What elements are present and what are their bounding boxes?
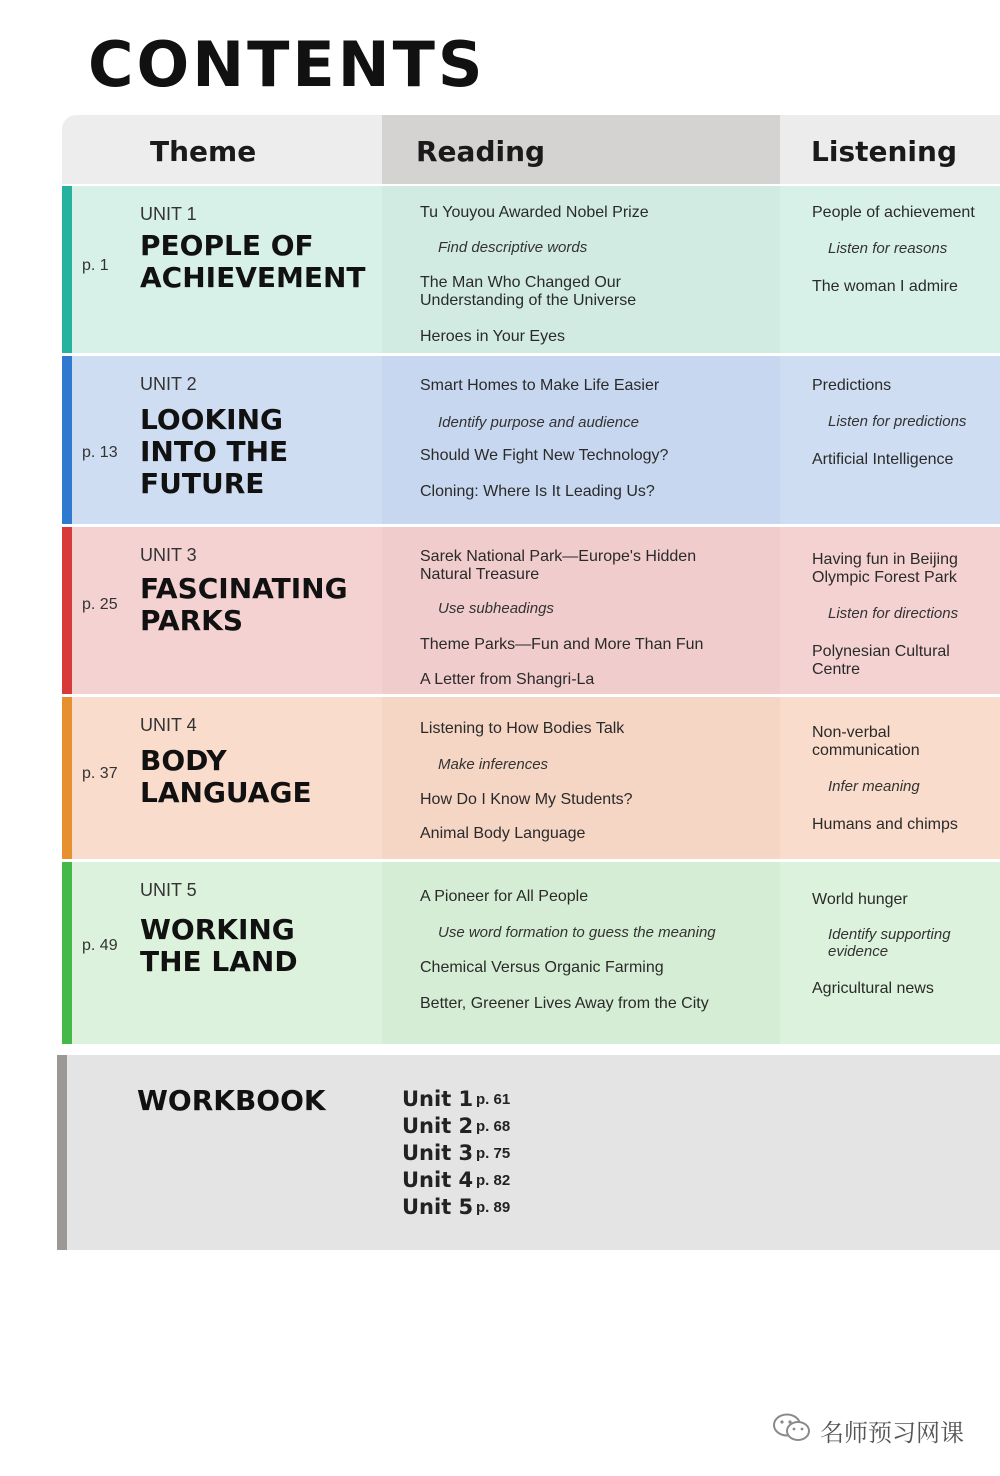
unit-label: UNIT 3 [140, 545, 197, 565]
unit-color-bar [62, 186, 72, 353]
unit-page[interactable]: p. 37 [82, 765, 118, 782]
listening-skill: Listen for directions [828, 605, 959, 622]
listening-item[interactable]: The woman I admire [812, 278, 958, 295]
reading-item[interactable]: Animal Body Language [420, 825, 586, 842]
listening-item[interactable]: Non-verbal communication [812, 724, 920, 759]
reading-skill: Use word formation to guess the meaning [438, 924, 716, 941]
watermark [772, 1412, 964, 1449]
reading-item[interactable]: Tu Youyou Awarded Nobel Prize [420, 204, 649, 221]
workbook-page: p. 89 [476, 1199, 511, 1216]
page-title: CONTENTS [88, 28, 486, 101]
header-reading: Reading [416, 135, 546, 168]
reading-item[interactable]: How Do I Know My Students? [420, 791, 633, 808]
header-listening-cell [780, 115, 1000, 184]
listening-item[interactable]: People of achievement [812, 204, 975, 221]
listening-skill: Identify supporting evidence [828, 926, 951, 960]
workbook-page: p. 75 [476, 1145, 511, 1162]
header-listening: Listening [811, 135, 957, 168]
unit-page[interactable]: p. 49 [82, 937, 118, 954]
workbook-color-bar [57, 1055, 67, 1250]
unit-page[interactable]: p. 13 [82, 444, 118, 461]
unit-color-bar [62, 356, 72, 524]
unit-color-bar [62, 862, 72, 1044]
listening-item[interactable]: Polynesian Cultural Centre [812, 643, 950, 678]
unit-page[interactable]: p. 1 [82, 257, 109, 274]
unit-page[interactable]: p. 25 [82, 596, 118, 613]
listening-item[interactable]: Predictions [812, 377, 892, 394]
reading-item[interactable]: The Man Who Changed Our Understanding of the Universe [420, 274, 637, 309]
unit-name: BODY LANGUAGE [140, 744, 312, 809]
workbook-section [57, 1055, 1000, 1250]
reading-item[interactable]: Chemical Versus Organic Farming [420, 959, 664, 976]
reading-item[interactable]: Better, Greener Lives Away from the City [420, 995, 709, 1012]
listening-cell [780, 186, 1000, 353]
listening-skill: Listen for predictions [828, 413, 967, 430]
listening-item[interactable]: Having fun in Beijing Olympic Forest Park [812, 551, 958, 586]
reading-item[interactable]: Cloning: Where Is It Leading Us? [420, 483, 655, 500]
reading-item[interactable]: Smart Homes to Make Life Easier [420, 377, 660, 394]
unit-row-5 [62, 862, 1000, 1044]
reading-skill: Find descriptive words [438, 239, 588, 256]
workbook-unit: Unit 3 [402, 1141, 474, 1165]
header-reading-cell [382, 115, 780, 184]
listening-cell [780, 862, 1000, 1044]
workbook-page: p. 68 [476, 1118, 511, 1135]
listening-skill: Infer meaning [828, 778, 920, 795]
unit-row-1 [62, 186, 1000, 353]
reading-item[interactable]: Sarek National Park—Europe's Hidden Natural Treasure [420, 548, 697, 583]
unit-row-3 [62, 527, 1000, 694]
table-header [62, 115, 1000, 184]
unit-row-2 [62, 356, 1000, 524]
wechat-icon [772, 1412, 812, 1449]
listening-cell [780, 697, 1000, 859]
reading-item[interactable]: A Pioneer for All People [420, 888, 589, 905]
reading-item[interactable]: Heroes in Your Eyes [420, 328, 565, 345]
header-theme-cell [62, 115, 382, 184]
unit-label: UNIT 1 [140, 204, 197, 224]
reading-item[interactable]: Theme Parks—Fun and More Than Fun [420, 636, 704, 653]
workbook-page: p. 82 [476, 1172, 511, 1189]
listening-cell [780, 527, 1000, 694]
reading-skill: Use subheadings [438, 600, 554, 617]
unit-name: FASCINATING PARKS [140, 572, 348, 637]
unit-color-bar [62, 527, 72, 694]
workbook-unit: Unit 1 [402, 1087, 474, 1111]
header-theme: Theme [150, 135, 257, 168]
unit-name: WORKING THE LAND [140, 913, 298, 978]
workbook-unit: Unit 5 [402, 1195, 474, 1219]
listening-item[interactable]: Artificial Intelligence [812, 451, 954, 468]
unit-row-4 [62, 697, 1000, 859]
unit-label: UNIT 2 [140, 374, 197, 394]
listening-item[interactable]: World hunger [812, 891, 908, 908]
reading-cell [382, 186, 780, 353]
unit-label: UNIT 5 [140, 880, 197, 900]
workbook-unit: Unit 2 [402, 1114, 474, 1138]
workbook-page: p. 61 [476, 1091, 511, 1108]
listening-item[interactable]: Agricultural news [812, 980, 934, 997]
workbook-unit: Unit 4 [402, 1168, 474, 1192]
unit-name: PEOPLE OF ACHIEVEMENT [140, 229, 366, 294]
unit-label: UNIT 4 [140, 715, 197, 735]
reading-cell [382, 356, 780, 524]
watermark-text: 名师预习网课 [820, 1420, 964, 1447]
listening-cell [780, 356, 1000, 524]
reading-item[interactable]: A Letter from Shangri-La [420, 671, 595, 688]
reading-skill: Identify purpose and audience [438, 414, 639, 431]
unit-name: LOOKING INTO THE FUTURE [140, 403, 289, 500]
reading-cell [382, 697, 780, 859]
reading-item[interactable]: Listening to How Bodies Talk [420, 720, 625, 737]
listening-item[interactable]: Humans and chimps [812, 816, 958, 833]
listening-skill: Listen for reasons [828, 240, 948, 257]
workbook-title: WORKBOOK [137, 1084, 326, 1117]
reading-cell [382, 527, 780, 694]
reading-item[interactable]: Should We Fight New Technology? [420, 447, 669, 464]
unit-color-bar [62, 697, 72, 859]
reading-skill: Make inferences [438, 756, 549, 773]
reading-cell [382, 862, 780, 1044]
